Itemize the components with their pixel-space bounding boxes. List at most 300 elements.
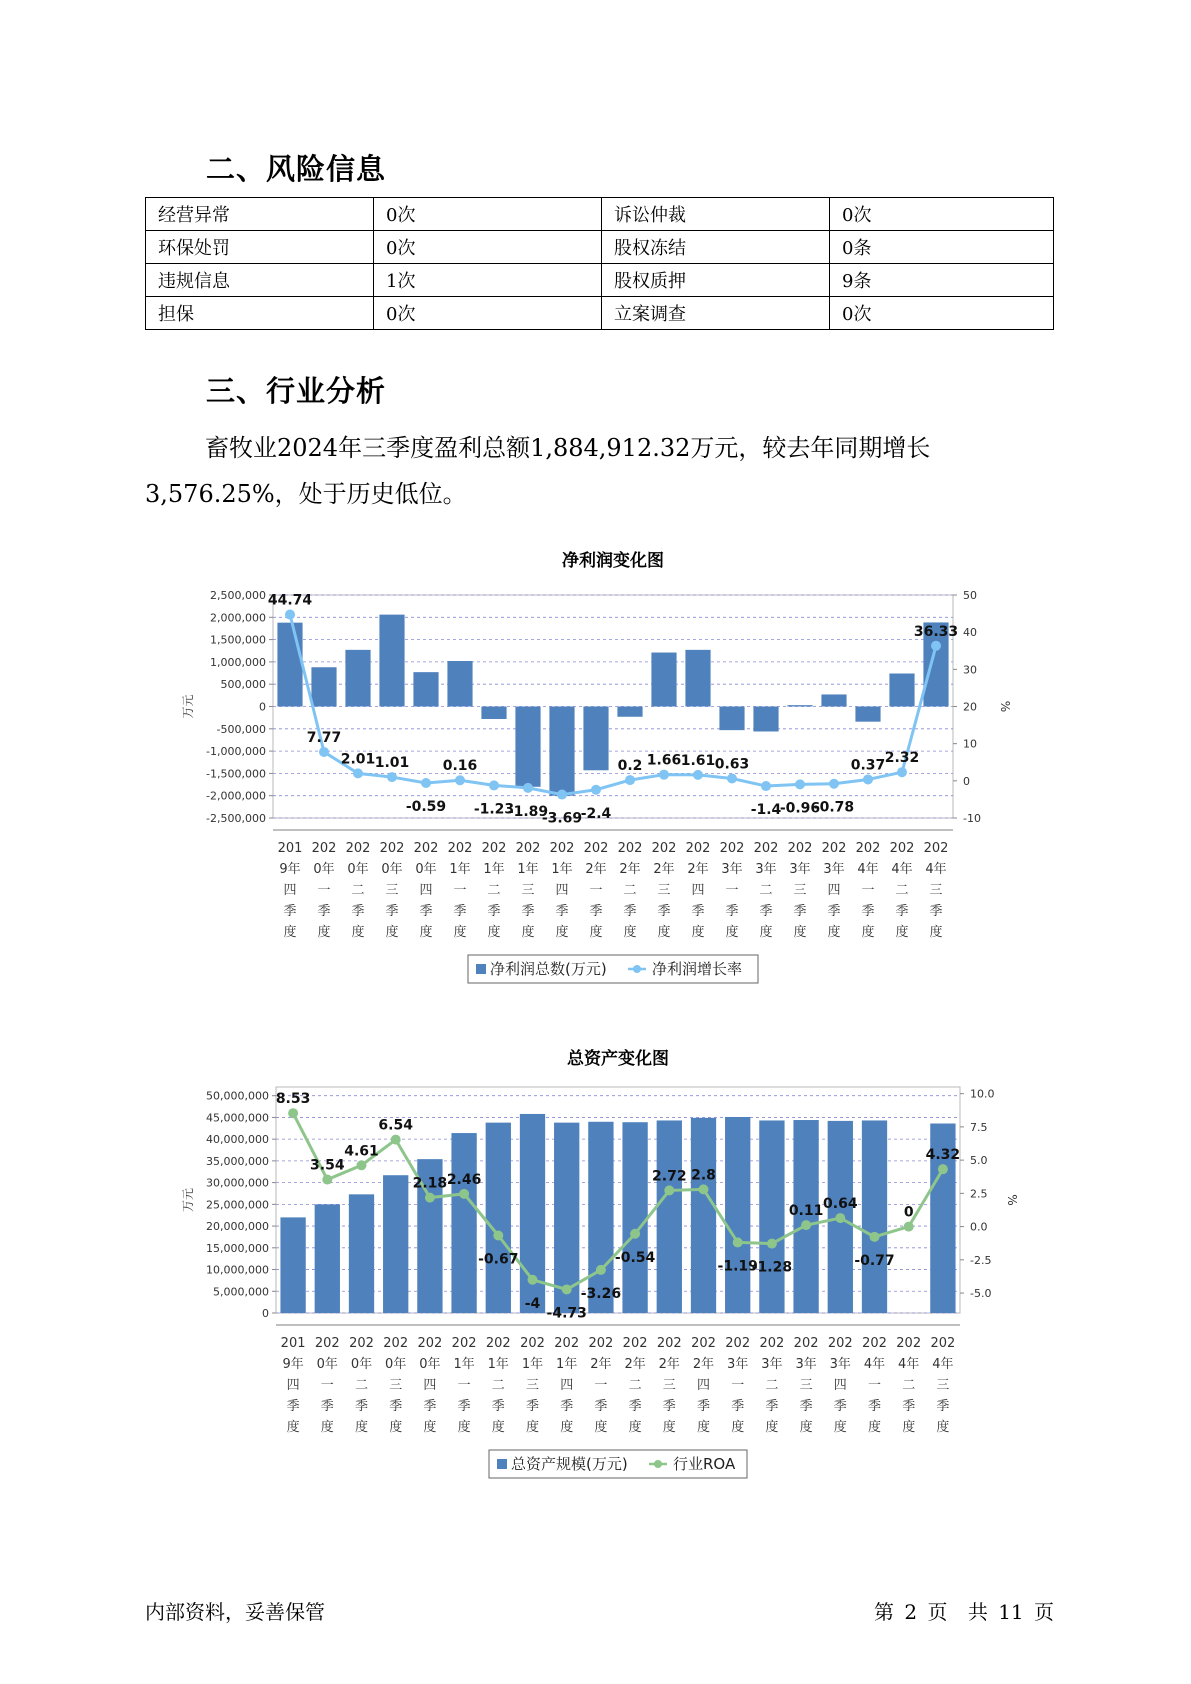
data-label: 1.01 xyxy=(374,755,410,772)
footer-total-unit: 页 xyxy=(1034,1600,1054,1624)
y-tick-label: 30,000,000 xyxy=(206,1176,269,1190)
data-label: -1.19 xyxy=(717,1258,758,1275)
x-tick-line: 度 xyxy=(453,925,467,940)
line-point xyxy=(319,747,329,757)
x-tick-label xyxy=(417,1336,442,1435)
footer-page-info xyxy=(870,1596,1054,1625)
x-tick-line: 0年 xyxy=(350,1357,373,1372)
x-tick-line: 0年 xyxy=(381,862,403,877)
x-tick-line: 一 xyxy=(594,1378,608,1393)
x-tick-line: 二 xyxy=(895,883,909,898)
y-tick-label: 35,000,000 xyxy=(206,1154,269,1168)
data-label: -4 xyxy=(524,1295,541,1312)
x-tick-line: 2年 xyxy=(653,862,675,877)
data-label: -1.89 xyxy=(507,803,549,820)
x-tick-label xyxy=(278,841,303,940)
x-tick-line: 四 xyxy=(286,1378,300,1393)
x-tick-line: 度 xyxy=(759,925,773,940)
bar xyxy=(787,705,812,706)
x-tick-line: 季 xyxy=(793,904,807,919)
bar xyxy=(413,672,438,706)
x-tick-line: 度 xyxy=(525,1420,540,1435)
x-tick-line: 202 xyxy=(821,841,847,856)
risk-item-label: 经营异常 xyxy=(146,198,374,231)
x-tick-line: 1年 xyxy=(449,862,471,877)
x-tick-label xyxy=(346,841,371,940)
line-point xyxy=(523,783,533,793)
line-point xyxy=(931,641,941,651)
x-tick-line: 一 xyxy=(457,1378,471,1393)
x-tick-line: 季 xyxy=(389,1399,403,1414)
bar xyxy=(515,707,540,787)
y-tick-label: -1,500,000 xyxy=(206,767,266,781)
x-tick-line: 0年 xyxy=(419,1357,441,1372)
x-tick-line: 202 xyxy=(759,1336,785,1351)
x-tick-line: 202 xyxy=(719,841,745,856)
x-tick-line: 3年 xyxy=(761,1357,783,1372)
x-tick-label xyxy=(890,841,915,940)
line-point xyxy=(353,768,363,778)
x-tick-label xyxy=(588,1336,613,1435)
x-tick-label xyxy=(520,1336,545,1435)
risk-item-label: 股权质押 xyxy=(602,264,830,297)
x-tick-line: 二 xyxy=(759,883,773,898)
line-point xyxy=(391,1135,401,1145)
x-tick-label xyxy=(862,1336,887,1435)
x-tick-line: 三 xyxy=(657,883,671,898)
x-tick-line: 四 xyxy=(691,883,705,898)
x-tick-line: 季 xyxy=(731,1399,745,1414)
x-tick-line: 三 xyxy=(662,1378,676,1393)
data-label: -0.67 xyxy=(478,1251,519,1268)
x-tick-line: 202 xyxy=(930,1336,956,1351)
bar xyxy=(549,707,574,796)
y-tick-label: 45,000,000 xyxy=(206,1111,269,1125)
bar xyxy=(486,1123,511,1313)
data-label: 0.37 xyxy=(850,757,886,774)
line-point xyxy=(357,1160,367,1170)
x-tick-line: 三 xyxy=(385,883,399,898)
data-label: 0.11 xyxy=(788,1203,824,1220)
data-label: 0.16 xyxy=(442,758,478,775)
x-tick-line: 季 xyxy=(799,1399,813,1414)
y-tick-label: 15,000,000 xyxy=(206,1241,269,1255)
x-tick-line: 季 xyxy=(589,904,603,919)
x-tick-line: 季 xyxy=(555,904,569,919)
bar xyxy=(447,661,472,706)
line-point xyxy=(528,1275,538,1285)
x-tick-line: 季 xyxy=(453,904,467,919)
x-tick-line: 202 xyxy=(622,1336,648,1351)
line-point xyxy=(733,1237,743,1247)
data-label: 2.18 xyxy=(412,1175,448,1192)
x-tick-line: 二 xyxy=(487,883,501,898)
x-tick-label xyxy=(788,841,813,940)
bar xyxy=(691,1118,716,1313)
section-title-industry: 三、行业分析 xyxy=(206,374,387,408)
summary-line-2: 3,576.25%，处于历史低位。 xyxy=(145,480,467,508)
x-tick-line: 四 xyxy=(555,883,569,898)
x-tick-line: 2年 xyxy=(687,862,709,877)
x-tick-line: 4年 xyxy=(932,1357,954,1372)
x-tick-line: 度 xyxy=(286,1420,300,1435)
y2-tick-label: 0.0 xyxy=(970,1220,988,1234)
x-tick-line: 202 xyxy=(656,1336,682,1351)
x-tick-line: 1年 xyxy=(521,1357,544,1372)
x-tick-line: 1年 xyxy=(487,1357,509,1372)
data-label: 2.46 xyxy=(446,1171,482,1188)
x-tick-line: 度 xyxy=(351,925,365,940)
line-point xyxy=(322,1175,332,1185)
bar xyxy=(349,1194,374,1313)
x-tick-line: 季 xyxy=(623,904,637,919)
y-tick-label: -2,000,000 xyxy=(206,789,266,803)
y2-tick-label: 40 xyxy=(963,626,977,640)
x-tick-line: 202 xyxy=(311,841,337,856)
x-tick-line: 季 xyxy=(351,904,365,919)
x-tick-line: 0年 xyxy=(347,862,369,877)
x-tick-line: 季 xyxy=(765,1399,779,1414)
x-tick-line: 一 xyxy=(589,883,603,898)
x-tick-line: 季 xyxy=(354,1399,369,1414)
x-tick-line: 202 xyxy=(588,1336,614,1351)
x-tick-line: 202 xyxy=(923,841,949,856)
x-tick-line: 度 xyxy=(799,1420,813,1435)
line-point xyxy=(904,1222,914,1232)
line-point xyxy=(767,1239,777,1249)
y-tick-label: 20,000,000 xyxy=(206,1220,269,1234)
footer-page-number: 2 xyxy=(904,1600,918,1624)
data-label: -1.23 xyxy=(473,801,515,818)
x-tick-label xyxy=(828,1336,853,1435)
data-label: -0.77 xyxy=(854,1252,895,1269)
x-tick-line: 季 xyxy=(491,1399,505,1414)
x-tick-line: 202 xyxy=(379,841,405,856)
x-tick-line: 四 xyxy=(827,883,841,898)
y-tick-label: 0 xyxy=(262,1307,269,1320)
x-tick-line: 季 xyxy=(525,1399,540,1414)
x-tick-label xyxy=(657,1336,682,1435)
x-tick-line: 2年 xyxy=(590,1357,612,1372)
x-tick-line: 202 xyxy=(855,841,881,856)
x-tick-line: 三 xyxy=(929,883,943,898)
x-tick-line: 1年 xyxy=(483,862,505,877)
x-tick-line: 4年 xyxy=(863,1357,886,1372)
x-tick-line: 9年 xyxy=(279,862,301,877)
x-tick-line: 季 xyxy=(286,1399,300,1414)
y-axis-label: 万元 xyxy=(181,694,195,719)
x-tick-line: 四 xyxy=(833,1378,847,1393)
x-tick-label xyxy=(822,841,847,940)
risk-table-row xyxy=(146,231,1054,264)
x-tick-line: 4年 xyxy=(857,862,879,877)
y2-tick-label: 7.5 xyxy=(970,1120,988,1134)
line-point xyxy=(493,1230,503,1240)
x-tick-line: 季 xyxy=(594,1399,608,1414)
y2-tick-label: 20 xyxy=(963,700,977,714)
x-tick-line: 202 xyxy=(862,1336,887,1351)
x-tick-line: 2年 xyxy=(658,1357,680,1372)
y-tick-label: 500,000 xyxy=(220,678,266,692)
x-tick-label xyxy=(720,841,745,940)
data-label: 8.53 xyxy=(275,1091,311,1108)
line-point xyxy=(835,1213,845,1223)
chart-title: 总资产变化图 xyxy=(567,1049,669,1069)
x-tick-line: 度 xyxy=(833,1420,847,1435)
bar xyxy=(855,707,880,722)
x-tick-line: 度 xyxy=(765,1420,779,1435)
x-tick-line: 一 xyxy=(725,883,739,898)
x-tick-line: 度 xyxy=(662,1420,676,1435)
data-label: -1.4 xyxy=(750,802,782,819)
x-tick-line: 度 xyxy=(491,1420,505,1435)
x-tick-line: 202 xyxy=(417,1336,443,1351)
x-tick-line: 季 xyxy=(691,904,705,919)
x-tick-line: 季 xyxy=(317,904,331,919)
x-tick-label xyxy=(383,1336,408,1435)
data-label: 0.63 xyxy=(714,756,750,773)
data-label: 2.01 xyxy=(340,751,376,768)
x-tick-line: 1年 xyxy=(556,1357,578,1372)
bar xyxy=(719,707,744,731)
x-tick-line: 202 xyxy=(481,841,507,856)
footer-total-number: 11 xyxy=(998,1600,1024,1624)
data-label: 36.33 xyxy=(913,623,959,640)
data-label: 0.2 xyxy=(617,758,643,775)
data-label: 1.61 xyxy=(680,752,716,769)
x-tick-line: 度 xyxy=(936,1420,950,1435)
x-tick-line: 二 xyxy=(765,1378,779,1393)
x-tick-line: 二 xyxy=(902,1378,916,1393)
x-tick-line: 一 xyxy=(867,1378,882,1393)
line-point xyxy=(801,1220,811,1230)
x-tick-line: 度 xyxy=(283,925,297,940)
x-tick-label xyxy=(691,1336,716,1435)
x-tick-line: 202 xyxy=(447,841,473,856)
x-tick-label xyxy=(930,1336,955,1435)
x-tick-label xyxy=(482,841,507,940)
bar xyxy=(311,667,336,706)
x-tick-line: 2年 xyxy=(624,1357,646,1372)
x-tick-line: 202 xyxy=(827,1336,853,1351)
line-point xyxy=(938,1164,948,1174)
y-tick-label: 25,000,000 xyxy=(206,1198,269,1212)
bar xyxy=(280,1217,305,1313)
x-tick-line: 202 xyxy=(617,841,643,856)
x-tick-line: 202 xyxy=(793,1336,819,1351)
y2-tick-label: 10.0 xyxy=(970,1087,995,1101)
x-tick-line: 202 xyxy=(314,1336,340,1351)
x-tick-line: 3年 xyxy=(789,862,811,877)
risk-item-label: 环保处罚 xyxy=(146,231,374,264)
line-point xyxy=(596,1265,606,1275)
x-tick-line: 度 xyxy=(895,925,909,940)
x-tick-line: 四 xyxy=(696,1378,711,1393)
x-tick-label xyxy=(623,1336,648,1435)
x-tick-line: 9年 xyxy=(282,1357,304,1372)
x-tick-line: 度 xyxy=(929,925,943,940)
x-tick-line: 3年 xyxy=(829,1357,851,1372)
x-tick-line: 度 xyxy=(594,1420,608,1435)
data-label: 0 xyxy=(903,1204,914,1221)
x-tick-line: 202 xyxy=(787,841,813,856)
x-tick-line: 202 xyxy=(520,1336,545,1351)
footer-total-label: 共 xyxy=(967,1600,988,1624)
total-assets-chart xyxy=(160,1046,1040,1486)
data-label: -4.73 xyxy=(546,1305,587,1322)
line-point xyxy=(557,790,567,800)
x-tick-line: 202 xyxy=(549,841,575,856)
risk-item-value: 0条 xyxy=(830,231,1054,264)
x-tick-line: 一 xyxy=(453,883,467,898)
bar xyxy=(753,707,778,732)
line-point xyxy=(863,774,873,784)
x-tick-line: 四 xyxy=(423,1378,437,1393)
x-tick-line: 3年 xyxy=(823,862,845,877)
x-tick-line: 202 xyxy=(383,1336,409,1351)
data-label: -0.54 xyxy=(614,1249,656,1266)
risk-item-label: 担保 xyxy=(146,297,374,330)
bar xyxy=(651,653,676,707)
risk-table-row xyxy=(146,297,1054,330)
x-tick-line: 三 xyxy=(799,1378,813,1393)
x-tick-line: 度 xyxy=(725,925,739,940)
legend-bar-swatch xyxy=(497,1459,507,1469)
x-tick-line: 度 xyxy=(827,925,841,940)
y2-tick-label: 30 xyxy=(963,663,977,677)
x-tick-line: 202 xyxy=(485,1336,511,1351)
x-tick-label xyxy=(448,841,473,940)
x-tick-line: 三 xyxy=(793,883,807,898)
line-point xyxy=(591,785,601,795)
line-point xyxy=(421,778,431,788)
x-tick-line: 三 xyxy=(521,883,535,898)
x-tick-line: 度 xyxy=(691,925,705,940)
line-point xyxy=(459,1189,469,1199)
line-point xyxy=(897,767,907,777)
x-tick-line: 2年 xyxy=(619,862,641,877)
line-point xyxy=(829,779,839,789)
data-label: -2.4 xyxy=(580,805,612,822)
x-tick-line: 度 xyxy=(902,1420,916,1435)
x-tick-label xyxy=(584,841,609,940)
y-tick-label: 40,000,000 xyxy=(206,1133,269,1147)
x-tick-line: 3年 xyxy=(727,1357,749,1372)
data-label: 44.74 xyxy=(267,592,313,609)
x-tick-line: 201 xyxy=(277,841,303,856)
risk-item-label: 股权冻结 xyxy=(602,231,830,264)
summary-line-1: 畜牧业2024年三季度盈利总额1,884,912.32万元，较去年同期增长 xyxy=(205,434,931,462)
x-tick-line: 度 xyxy=(696,1420,711,1435)
x-tick-line: 2年 xyxy=(692,1357,715,1372)
y-tick-label: -2,500,000 xyxy=(206,812,266,825)
x-tick-line: 季 xyxy=(861,904,875,919)
x-tick-label xyxy=(725,1336,750,1435)
x-tick-line: 度 xyxy=(457,1420,471,1435)
x-tick-line: 度 xyxy=(731,1420,745,1435)
data-label: 7.77 xyxy=(306,729,342,746)
x-tick-line: 度 xyxy=(354,1420,369,1435)
x-tick-line: 度 xyxy=(560,1420,574,1435)
x-tick-line: 一 xyxy=(861,883,875,898)
line-point xyxy=(664,1185,674,1195)
x-tick-line: 度 xyxy=(419,925,433,940)
x-tick-line: 3年 xyxy=(755,862,777,877)
data-label: 2.72 xyxy=(652,1168,687,1185)
x-tick-line: 二 xyxy=(491,1378,505,1393)
x-tick-line: 度 xyxy=(861,925,875,940)
x-tick-line: 0年 xyxy=(316,1357,338,1372)
x-tick-line: 季 xyxy=(628,1399,642,1414)
bar xyxy=(277,623,302,707)
x-tick-line: 4年 xyxy=(925,862,947,877)
y-tick-label: 1,500,000 xyxy=(210,633,266,647)
legend-line-label: 净利润增长率 xyxy=(652,960,743,978)
x-tick-line: 季 xyxy=(419,904,433,919)
data-label: -0.59 xyxy=(405,799,447,816)
y-tick-label: 50,000,000 xyxy=(206,1089,269,1103)
x-tick-line: 度 xyxy=(555,925,569,940)
y2-tick-label: -2.5 xyxy=(970,1253,992,1267)
x-tick-label xyxy=(516,841,541,940)
x-tick-line: 季 xyxy=(657,904,671,919)
x-tick-line: 季 xyxy=(902,1399,916,1414)
chart-title: 净利润变化图 xyxy=(562,551,664,571)
y-axis-label: 万元 xyxy=(181,1187,195,1213)
x-tick-line: 度 xyxy=(657,925,671,940)
x-tick-line: 1年 xyxy=(453,1357,475,1372)
x-tick-line: 度 xyxy=(389,1420,403,1435)
x-tick-line: 四 xyxy=(283,883,297,898)
bar xyxy=(889,673,914,706)
data-label: 1.66 xyxy=(646,752,682,769)
x-tick-line: 202 xyxy=(451,1336,477,1351)
bar xyxy=(379,615,404,707)
legend-line-dot xyxy=(654,1460,662,1468)
line-point xyxy=(455,775,465,785)
data-label: -0.96 xyxy=(779,800,821,817)
footer-page-label: 第 xyxy=(874,1600,895,1624)
x-tick-line: 一 xyxy=(317,883,331,898)
risk-item-value: 0次 xyxy=(374,198,602,231)
x-tick-line: 202 xyxy=(691,1336,716,1351)
x-tick-line: 度 xyxy=(793,925,807,940)
bar xyxy=(383,1175,408,1313)
y2-tick-label: 2.5 xyxy=(970,1187,988,1201)
x-tick-line: 季 xyxy=(487,904,501,919)
line-point xyxy=(699,1184,709,1194)
x-tick-line: 度 xyxy=(867,1420,882,1435)
bar xyxy=(345,650,370,707)
bar xyxy=(588,1122,613,1313)
risk-item-label: 违规信息 xyxy=(146,264,374,297)
line-point xyxy=(285,610,295,620)
x-tick-line: 202 xyxy=(413,841,439,856)
line-point xyxy=(288,1108,298,1118)
x-tick-label xyxy=(759,1336,784,1435)
x-tick-line: 季 xyxy=(521,904,535,919)
y2-axis-label: % xyxy=(1005,1194,1019,1206)
risk-item-label: 诉讼仲裁 xyxy=(602,198,830,231)
x-tick-line: 三 xyxy=(936,1378,950,1393)
x-tick-line: 度 xyxy=(317,925,331,940)
x-tick-line: 0年 xyxy=(385,1357,407,1372)
x-tick-line: 二 xyxy=(628,1378,642,1393)
x-tick-label xyxy=(754,841,779,940)
y2-tick-label: 0 xyxy=(963,774,970,788)
legend-bar-label: 净利润总数(万元) xyxy=(490,960,607,978)
x-tick-line: 季 xyxy=(423,1399,437,1414)
